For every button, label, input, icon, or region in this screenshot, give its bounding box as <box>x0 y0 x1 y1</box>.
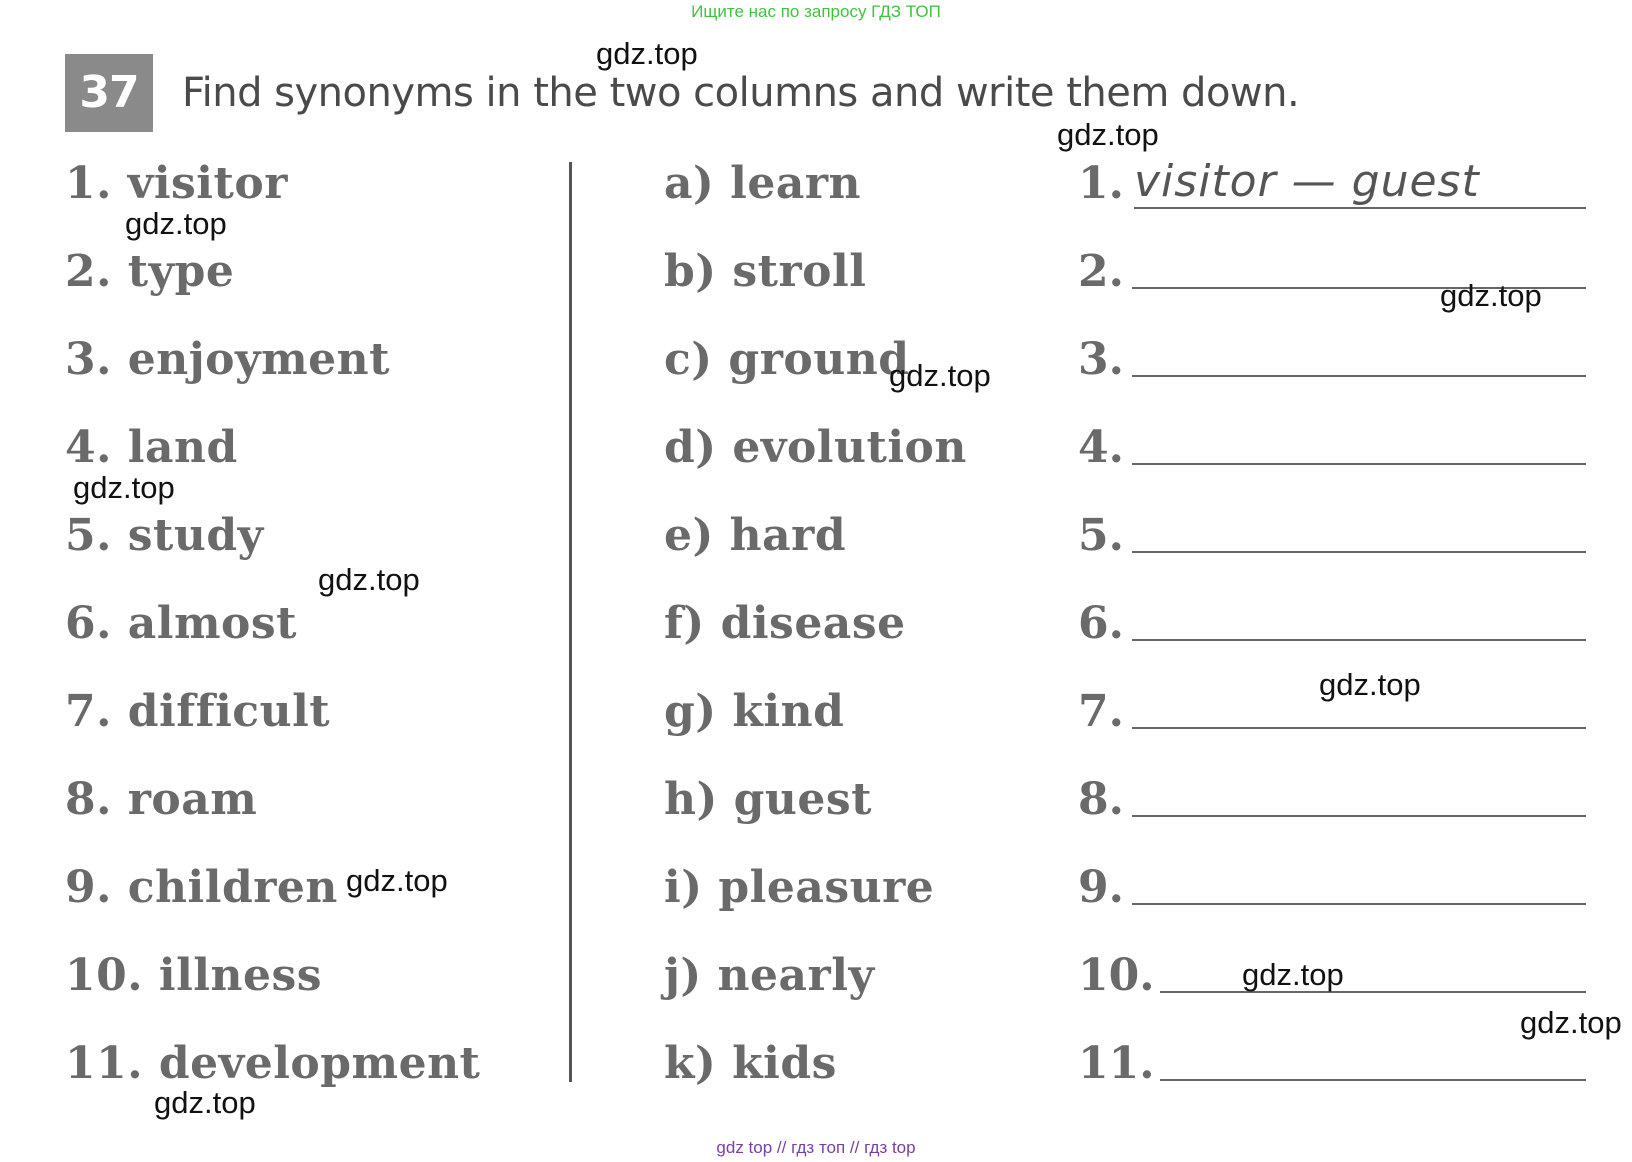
left-item: 11. development <box>65 1038 481 1089</box>
left-item: 7. difficult <box>65 686 331 737</box>
column-divider <box>569 162 572 1082</box>
answer-number: 9. <box>1078 862 1124 913</box>
right-item: k) kids <box>664 1038 837 1089</box>
answer-number: 4. <box>1078 422 1124 473</box>
left-item: 1. visitor <box>65 158 288 209</box>
right-item: i) pleasure <box>664 862 935 913</box>
answer-number: 7. <box>1078 686 1124 737</box>
answer-line[interactable] <box>1132 639 1586 641</box>
right-item: h) guest <box>664 774 872 825</box>
bottom-banner: gdz top // гдз топ // гдз top <box>716 1138 916 1157</box>
right-item: a) learn <box>664 158 862 209</box>
right-item: b) stroll <box>664 246 867 297</box>
right-item: g) kind <box>664 686 845 737</box>
filled-answer: visitor — guest <box>1134 156 1480 207</box>
right-item: f) disease <box>664 598 906 649</box>
answer-line[interactable] <box>1132 903 1586 905</box>
watermark: gdz.top <box>1319 667 1421 702</box>
answer-number: 11. <box>1078 1038 1155 1089</box>
watermark: gdz.top <box>1242 957 1344 992</box>
exercise-instruction: Find synonyms in the two columns and write them down. <box>182 70 1300 116</box>
answer-line[interactable] <box>1132 815 1586 817</box>
left-item: 8. roam <box>65 774 258 825</box>
answer-number: 2. <box>1078 246 1124 297</box>
answer-line[interactable] <box>1132 375 1586 377</box>
answer-line[interactable] <box>1160 1079 1586 1081</box>
left-item: 6. almost <box>65 598 297 649</box>
watermark: gdz.top <box>596 36 698 71</box>
right-item: c) ground <box>664 334 910 385</box>
watermark: gdz.top <box>125 206 227 241</box>
watermark: gdz.top <box>1520 1005 1622 1040</box>
answer-number: 10. <box>1078 950 1155 1001</box>
watermark: gdz.top <box>1440 278 1542 313</box>
exercise-number-badge: 37 <box>65 54 153 132</box>
left-item: 4. land <box>65 422 238 473</box>
answer-line[interactable] <box>1132 463 1586 465</box>
watermark: gdz.top <box>889 358 991 393</box>
answer-line[interactable] <box>1134 207 1586 209</box>
answer-line[interactable] <box>1132 551 1586 553</box>
watermark: gdz.top <box>346 863 448 898</box>
answer-line[interactable] <box>1132 727 1586 729</box>
left-item: 10. illness <box>65 950 323 1001</box>
left-item: 9. children <box>65 862 338 913</box>
right-item: j) nearly <box>664 950 875 1001</box>
watermark: gdz.top <box>73 470 175 505</box>
answer-number: 1. <box>1078 158 1124 209</box>
answer-number: 8. <box>1078 774 1124 825</box>
top-banner: Ищите нас по запросу ГДЗ ТОП <box>691 2 941 21</box>
watermark: gdz.top <box>1057 117 1159 152</box>
watermark: gdz.top <box>154 1085 256 1120</box>
answer-number: 5. <box>1078 510 1124 561</box>
right-item: e) hard <box>664 510 847 561</box>
answer-number: 6. <box>1078 598 1124 649</box>
left-item: 5. study <box>65 510 264 561</box>
answer-number: 3. <box>1078 334 1124 385</box>
left-item: 3. enjoyment <box>65 334 390 385</box>
right-item: d) evolution <box>664 422 967 473</box>
answer-line[interactable] <box>1160 991 1586 993</box>
left-item: 2. type <box>65 246 235 297</box>
watermark: gdz.top <box>318 562 420 597</box>
